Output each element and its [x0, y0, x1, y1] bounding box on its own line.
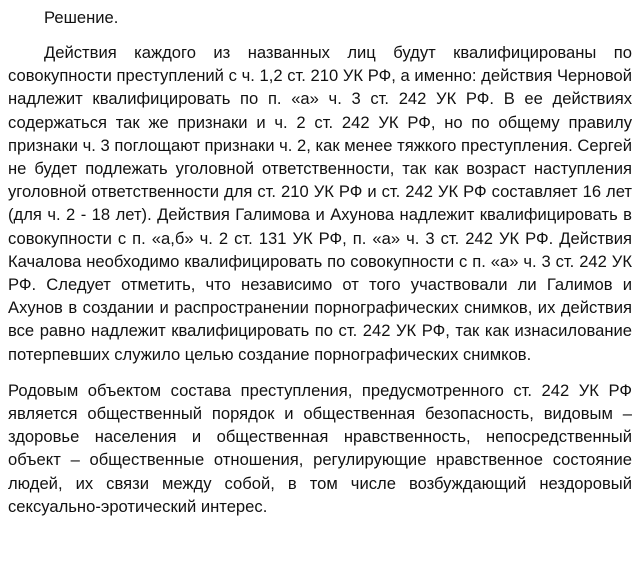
paragraph-qualification: Действия каждого из названных лиц будут квалифицированы по совокупности преступлений с ч. 1,2 ст. 210 УК РФ, а именно: действия Черновой надлежит квалифицировать по п. «а» ч. 3 ст. 242 УК РФ. В ее действиях содержаться так же признаки и ч. 2 ст. 242 УК РФ, но по общему правилу признаки ч. 3 поглощают признаки ч. 2, как менее тяжкого преступления. Сергей не будет подлежать уголовной ответственности, так как возраст наступления уголовной ответственности для ст. 210 УК РФ и ст. 242 УК РФ составляет 16 лет (для ч. 2 - 18 лет). Действия Галимова и Ахунова надлежит квалифицировать в совокупности с п. «а,б» ч. 2 ст. 131 УК РФ, п. «а» ч. 3 ст. 242 УК РФ. Действия Качалова необходимо квалифицировать по совокупности с п. «а» ч. 3 ст. 242 УК РФ. Следует отметить, что независимо от того участвовали ли Галимов и Ахунов в создании и распространении порнографических снимков, их действия все равно надлежит квалифицировать по ст. 242 УК РФ, так как изнасилование потерпевших служило целью создание порнографических снимков.	[8, 43, 632, 364]
paragraph-object-of-crime: Родовым объектом состава преступления, предусмотренного ст. 242 УК РФ является общественный порядок и общественная безопасность, видовым – здоровье населения и общественная нравственность, непосредственный объект – общественные отношения, регулирующие нравственное состояние людей, их связи между собой, в том числе возбуждающий нездоровый сексуально-эротический интерес.	[8, 380, 632, 516]
document-page	[8, 0, 632, 518]
solution-heading: Решение.	[44, 8, 119, 27]
